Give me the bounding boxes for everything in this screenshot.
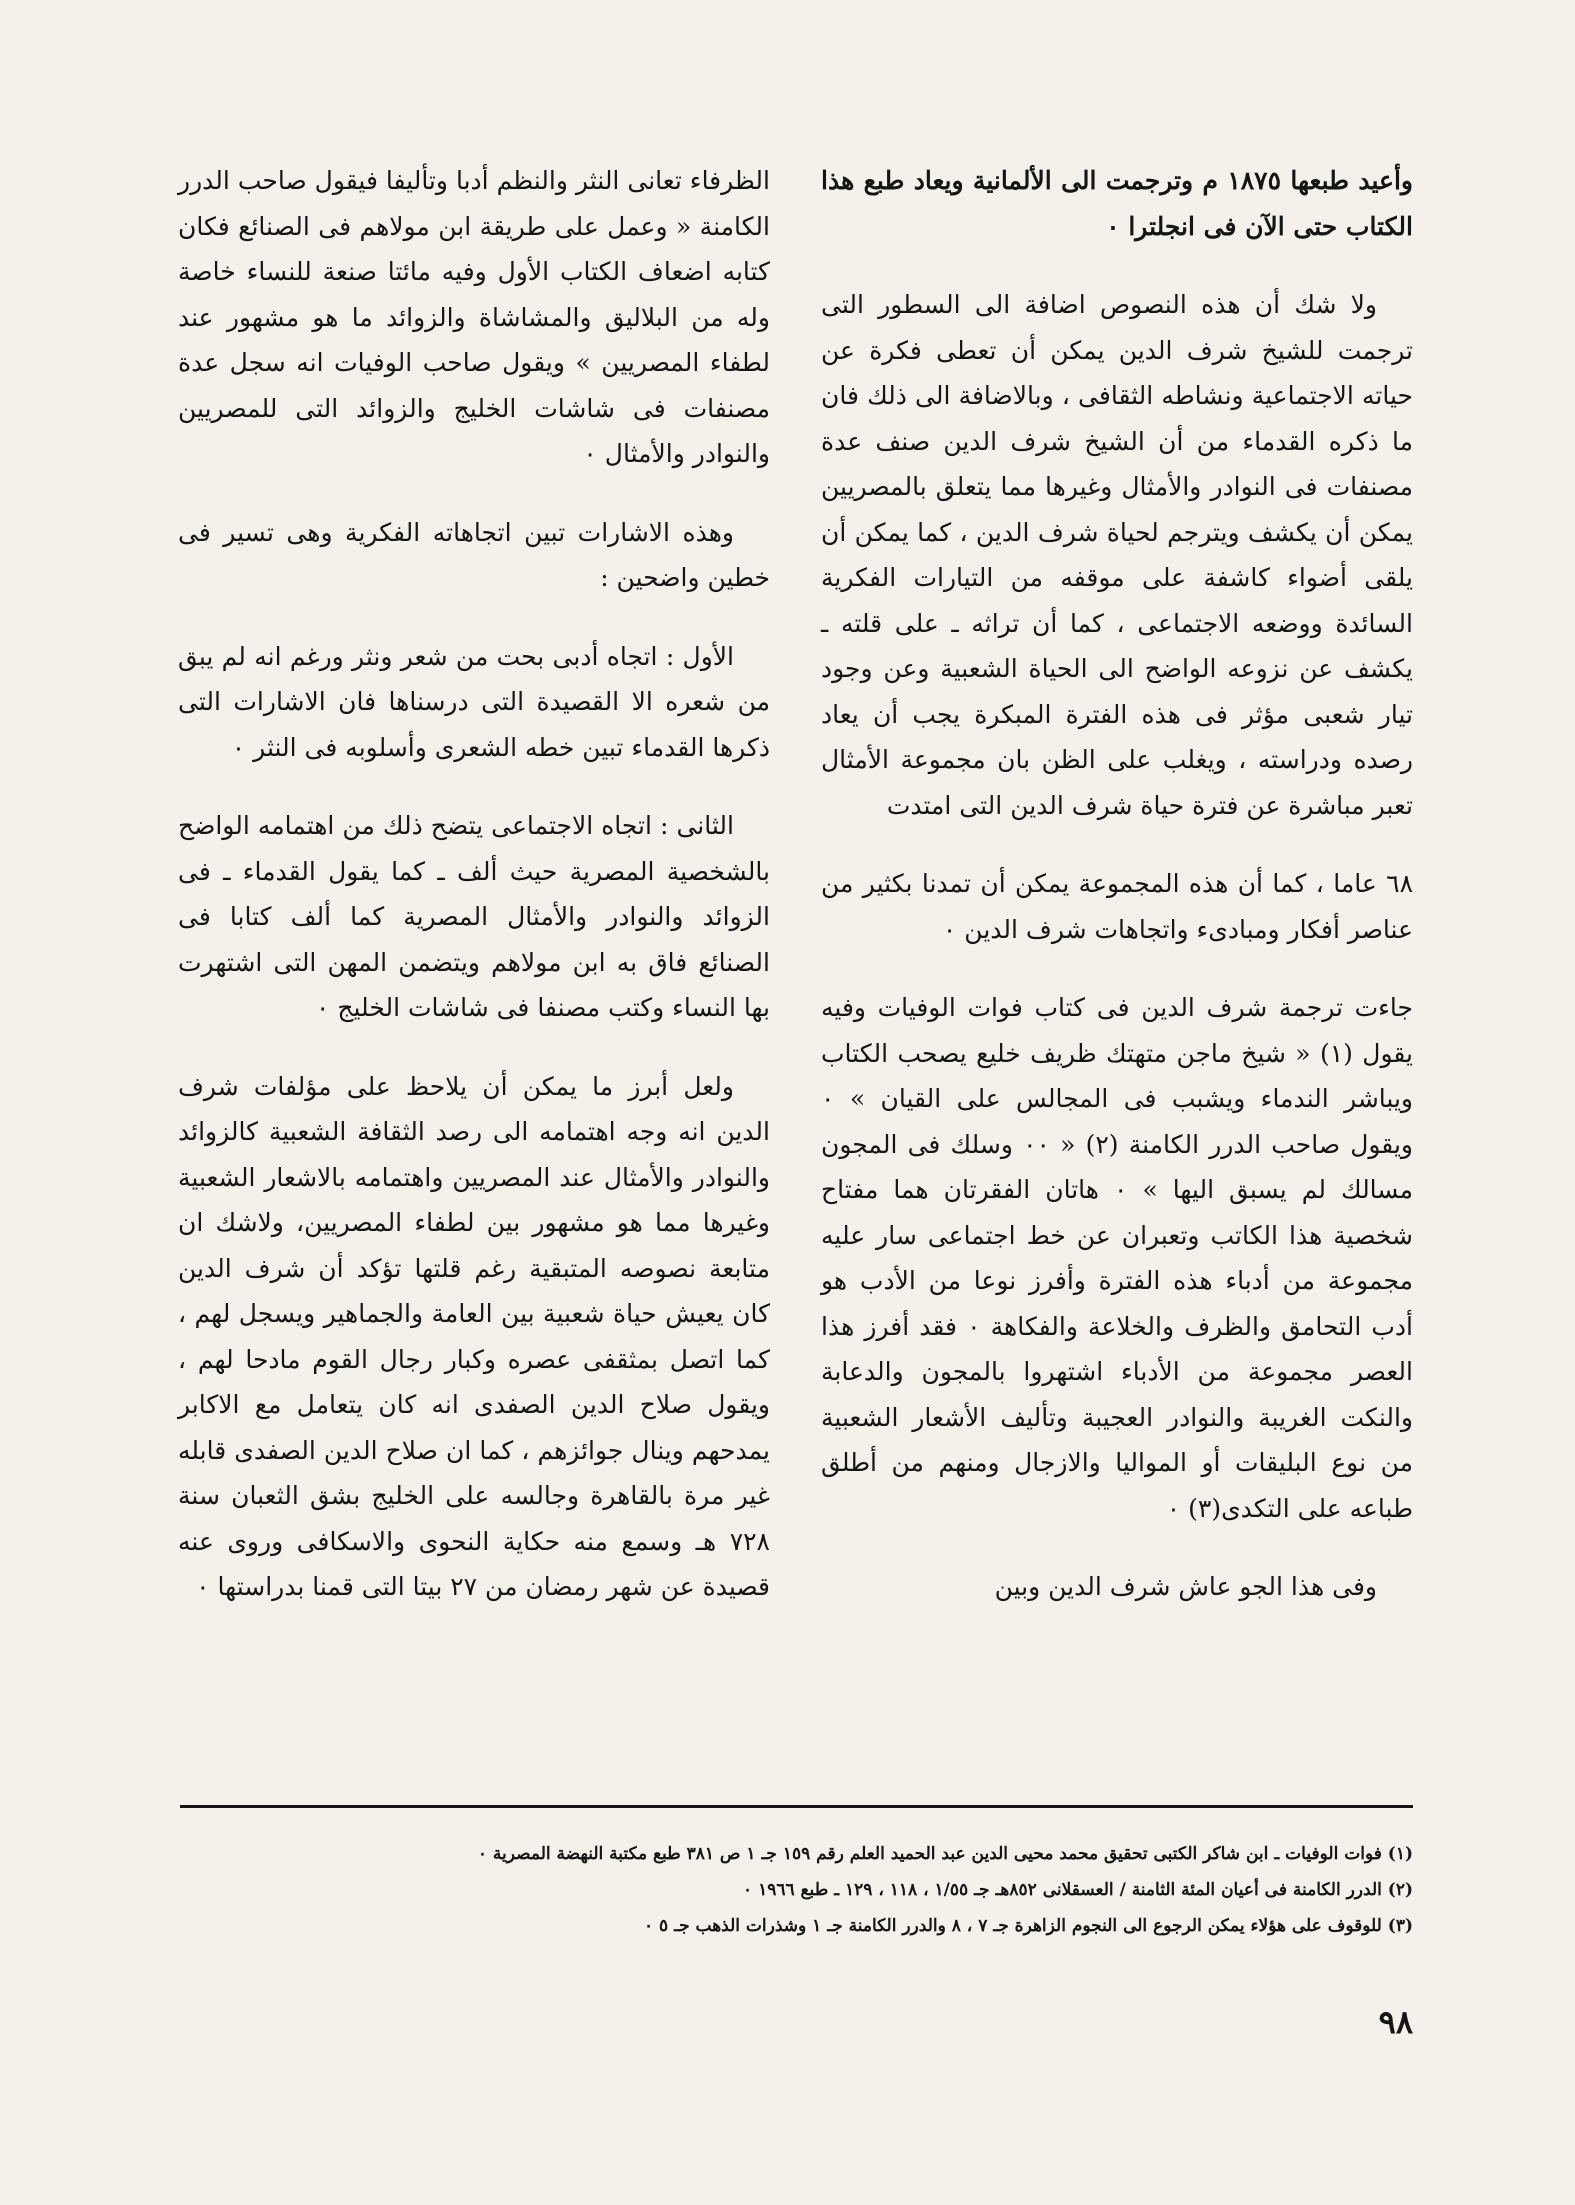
footnote: (٣) للوقوف على هؤلاء يمكن الرجوع الى النجوم الزاهرة جـ ٧ ، ٨ والدرر الكامنة جـ ١ وشذرات الذهب جـ ٥ ٠ — [643, 1916, 1413, 1936]
footnote-divider — [180, 1805, 1413, 1808]
right-column — [821, 158, 1413, 1643]
page-number: ٩٨ — [1378, 2003, 1413, 2041]
paragraph: وأعيد طبعها ١٨٧٥ م وترجمت الى الألمانية ويعاد طبع هذا الكتاب حتى الآن فى انجلترا ٠ — [821, 166, 1413, 241]
left-column — [178, 158, 770, 1643]
paragraph: جاءت ترجمة شرف الدين فى كتاب فوات الوفيات وفيه يقول (١) « شيخ ماجن متهتك ظريف خليع يصحب الكتاب ويباشر الندماء ويشبب فى المجالس على القيان » ٠ ويقول صاحب الدرر الكامنة (٢) « ٠٠ وسلك فى المجون مسالك لم يسبق اليها » ٠ هاتان الفقرتان هما مفتاح شخصية هذا الكاتب وتعبران عن خط اجتماعى سار عليه مجموعة من أدباء هذه الفترة وأفرز نوعا من الأدب هو أدب التحامق والظرف والخلاعة والفكاهة ٠ فقد أفرز هذا العصر مجموعة من الأدباء اشتهروا بالمجون والدعابة والنكت الغريبة والنوادر العجيبة وتأليف الأشعار الشعبية من نوع البليقات أو المواليا والازجال ومنهم من أطلق طباعه على التكدى(٣) ٠ — [821, 993, 1413, 1523]
paragraph: ٦٨ عاما ، كما أن هذه المجموعة يمكن أن تمدنا بكثير من عناصر أفكار ومبادىء واتجاهات شرف الدين ٠ — [821, 869, 1413, 944]
footnotes — [180, 1836, 1413, 1944]
paragraph: وهذه الاشارات تبين اتجاهاته الفكرية وهى تسير فى خطين واضحين : — [178, 517, 770, 592]
paragraph: الظرفاء تعانى النثر والنظم أدبا وتأليفا فيقول صاحب الدرر الكامنة « وعمل على طريقة ابن مولاهم فى الصنائع فكان كتابه اضعاف الكتاب الأول وفيه مائتا صنعة للنساء خاصة وله من البلاليق والمشاشاة والزوائد ما هو مشهور عند لطفاء المصريين » ويقول صاحب الوفيات انه سجل عدة مصنفات فى شاشات الخليج والزوائد التى للمصريين والنوادر والأمثال ٠ — [178, 166, 770, 468]
footnote: (١) فوات الوفيات ـ ابن شاكر الكتبى تحقيق محمد محيى الدين عبد الحميد العلم رقم ١٥٩ جـ ١ ص ٣٨١ طبع مكتبة النهضة المصرية ٠ — [477, 1844, 1413, 1864]
paragraph: الأول : اتجاه أدبى بحت من شعر ونثر ورغم انه لم يبق من شعره الا القصيدة التى درسناها فان الاشارات التى ذكرها القدماء تبين خطه الشعرى وأسلوبه فى النثر ٠ — [178, 641, 770, 762]
paragraph: ولا شك أن هذه النصوص اضافة الى السطور التى ترجمت للشيخ شرف الدين يمكن أن تعطى فكرة عن حياته الاجتماعية ونشاطه الثقافى ، وبالاضافة الى ذلك فان ما ذكره القدماء من أن الشيخ شرف الدين صنف عدة مصنفات فى النوادر والأمثال وغيرها مما يتعلق بالمصريين يمكن أن يكشف ويترجم لحياة شرف الدين ، كما يمكن أن يلقى أضواء كاشفة على موقفه من التيارات الفكرية السائدة ووضعه الاجتماعى ، كما أن تراثه ـ على قلته ـ يكشف عن نزوعه الواضح الى الحياة الشعبية وعن وجود تيار شعبى مؤثر فى هذه الفترة المبكرة يجب أن يعاد رصده ودراسته ، ويغلب على الظن بان مجموعة الأمثال تعبر مباشرة عن فترة حياة شرف الدين التى امتدت — [821, 290, 1413, 820]
paragraph: وفى هذا الجو عاش شرف الدين وبين — [994, 1572, 1377, 1601]
footnote: (٢) الدرر الكامنة فى أعيان المئة الثامنة / العسقلانى ٨٥٢هـ جـ ١/٥٥ ، ١١٨ ، ١٢٩ ـ طبع ١٩٦٦ ٠ — [743, 1880, 1413, 1900]
paragraph: الثانى : اتجاه الاجتماعى يتضح ذلك من اهتمامه الواضح بالشخصية المصرية حيث ألف ـ كما يقول القدماء ـ فى الزوائد والنوادر والأمثال المصرية كما ألف كتابا فى الصنائع فاق به ابن مولاهم ويتضمن المهن التى اشتهرت بها النساء وكتب مصنفا فى شاشات الخليج ٠ — [178, 811, 770, 1022]
paragraph: ولعل أبرز ما يمكن أن يلاحظ على مؤلفات شرف الدين انه وجه اهتمامه الى رصد الثقافة الشعبية كالزوائد والنوادر والأمثال عند المصريين واهتمامه بالاشعار الشعبية وغيرها مما هو مشهور بين لطفاء المصريين، ولاشك ان متابعة نصوصه المتبقية رغم قلتها تؤكد أن شرف الدين كان يعيش حياة شعبية بين العامة والجماهير ويسجل لهم ، كما اتصل بمثقفى عصره وكبار رجال القوم مادحا لهم ، ويقول صلاح الدين الصفدى انه كان يتعامل مع الاكابر يمدحهم وينال جوائزهم ، كما ان صلاح الدين الصفدى قابله غير مرة بالقاهرة وجالسه على الخليج بشق الثعبان سنة ٧٢٨ هـ وسمع منه حكاية النحوى والاسكافى وروى عنه قصيدة عن شهر رمضان من ٢٧ بيتا التى قمنا بدراستها ٠ — [178, 1071, 770, 1601]
